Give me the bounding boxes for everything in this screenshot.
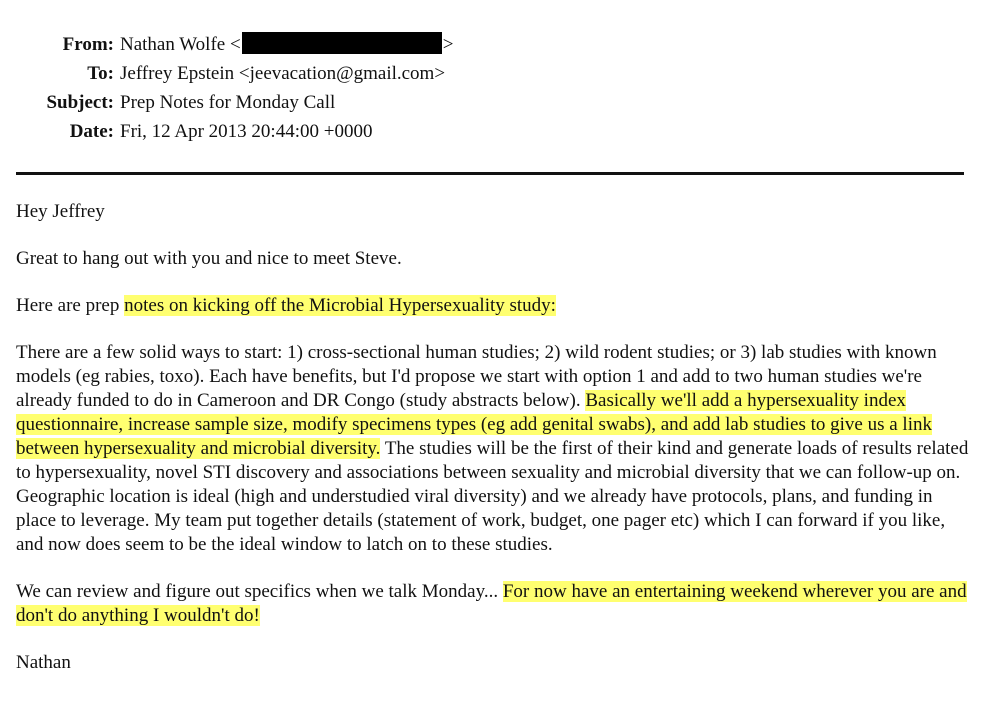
highlighted-text: notes on kicking off the Microbial Hypersexuality study: (124, 295, 556, 316)
from-value (120, 30, 453, 59)
highlighted-text: Basically we'll add a hypersexuality index questionnaire, increase sample size, modify specimens types (eg add genital swabs), and add lab studies to give us a link between hypersexuality and microbial diversity. (16, 390, 932, 459)
paragraph-4 (16, 580, 976, 628)
header-divider (16, 172, 964, 175)
subject-label: Subject: (46, 92, 114, 113)
paragraph-3-text-b: The studies will be the first of their kind and generate loads of results related to hypersexuality, novel STI discovery and associations between sexuality and microbial diversity that we can follow-up on. Geographic location is ideal (high and understudied viral diversity) and we already have protocols, plans, and funding in place to leverage. My team put together details (statement of work, budget, one pager etc) which I can forward if you like, and now does seem to be the ideal window to latch on to these studies. (16, 438, 969, 555)
signoff: Nathan (16, 652, 71, 673)
from-name: Nathan Wolfe < (120, 34, 241, 55)
from-close: > (442, 34, 454, 55)
to-value: Jeffrey Epstein <jeevacation@gmail.com> (120, 63, 446, 84)
to-label: To: (87, 63, 114, 84)
redaction-bar (242, 32, 442, 54)
date-row (0, 117, 992, 146)
to-row (0, 59, 992, 88)
greeting: Hey Jeffrey (16, 201, 105, 222)
paragraph-3 (16, 341, 976, 557)
subject-row (0, 88, 992, 117)
email-body (16, 200, 976, 698)
subject-value: Prep Notes for Monday Call (120, 92, 336, 113)
from-label: From: (62, 34, 114, 55)
from-row (0, 30, 992, 59)
paragraph-3-text-a: There are a few solid ways to start: 1) cross-sectional human studies; 2) wild rodent studies; or 3) lab studies with known models (eg rabies, toxo). Each have benefits, but I'd propose we start with option 1 and add to two human studies we're already funded to do in Cameroon and DR Congo (study abstracts below). (16, 342, 937, 411)
paragraph-2 (16, 294, 976, 318)
email-header (0, 30, 992, 146)
date-value: Fri, 12 Apr 2013 20:44:00 +0000 (120, 121, 373, 142)
paragraph-4-text: We can review and figure out specifics when we talk Monday... (16, 581, 503, 602)
paragraph-2-text: Here are prep (16, 295, 125, 316)
date-label: Date: (69, 121, 114, 142)
highlighted-text: For now have an entertaining weekend wherever you are and don't do anything I wouldn't do! (16, 581, 967, 626)
paragraph-1: Great to hang out with you and nice to meet Steve. (16, 248, 402, 269)
